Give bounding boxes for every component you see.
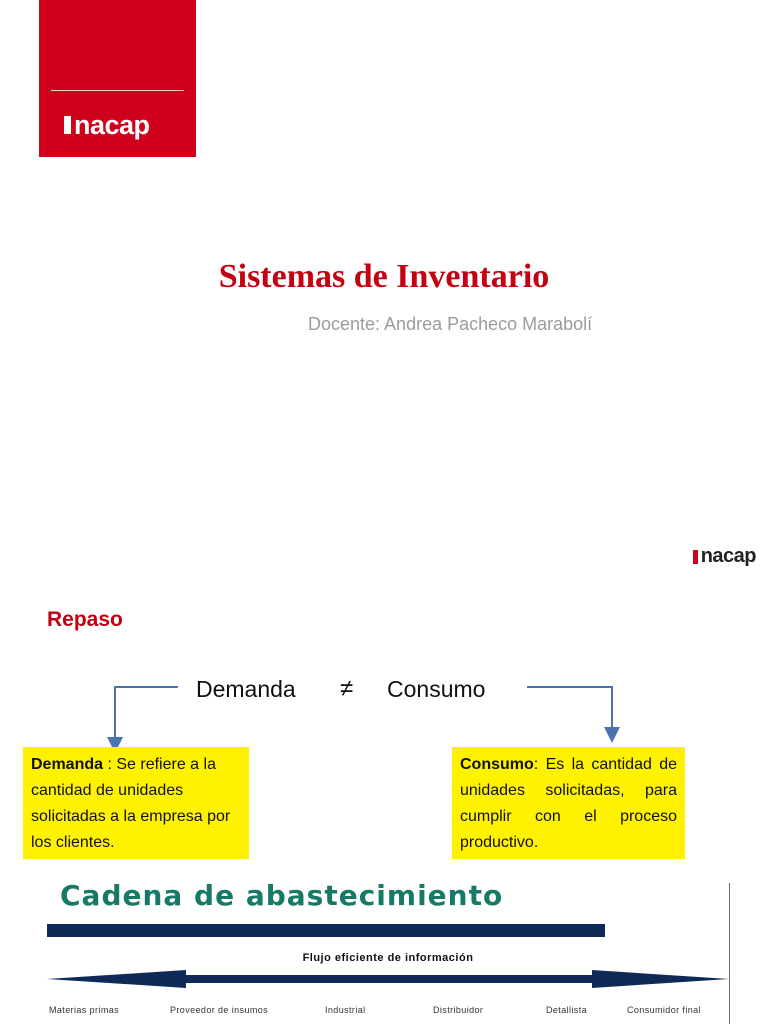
term-demand: Demanda [196, 676, 296, 702]
demand-definition-text: : Se refiere a la cantidad de unidades solicitadas a la empresa por los clientes. [31, 756, 231, 851]
supply-chain-title: Cadena de abastecimiento [60, 879, 504, 912]
stage-label: Industrial [325, 1005, 366, 1015]
consumption-definition-term: Consumo [460, 756, 534, 773]
section-title: Repaso [47, 608, 123, 631]
flow-label: Flujo eficiente de información [302, 952, 474, 964]
stage-label: Detallista [546, 1005, 588, 1015]
stage-label: Proveedor de insumos [170, 1005, 269, 1015]
not-equal-symbol: ≠ [340, 675, 354, 702]
logo-text: nacap [74, 110, 150, 140]
stage-label: Materias primas [49, 1005, 120, 1015]
brand-divider [51, 90, 184, 91]
logo-mark-icon [64, 116, 71, 134]
slide-subtitle: Docente: Andrea Pacheco Marabolí [308, 314, 593, 334]
inacap-logo [64, 110, 150, 140]
slide-title: Sistemas de Inventario [218, 258, 550, 295]
double-arrow-icon [47, 970, 729, 988]
supply-chain-stages [47, 1004, 727, 1020]
stage-label: Consumidor final [627, 1005, 701, 1015]
logo-text: nacap [700, 545, 756, 567]
term-consumption: Consumo [387, 676, 486, 702]
review-slide [0, 540, 768, 1024]
consumption-definition-text: : Es la cantidad de unidades solicitadas, para cumplir con el proceso productivo. [460, 756, 677, 851]
stage-label: Distribuidor [433, 1005, 484, 1015]
flow-arrow [0, 540, 768, 1024]
demand-definition-term: Demanda [31, 756, 104, 773]
